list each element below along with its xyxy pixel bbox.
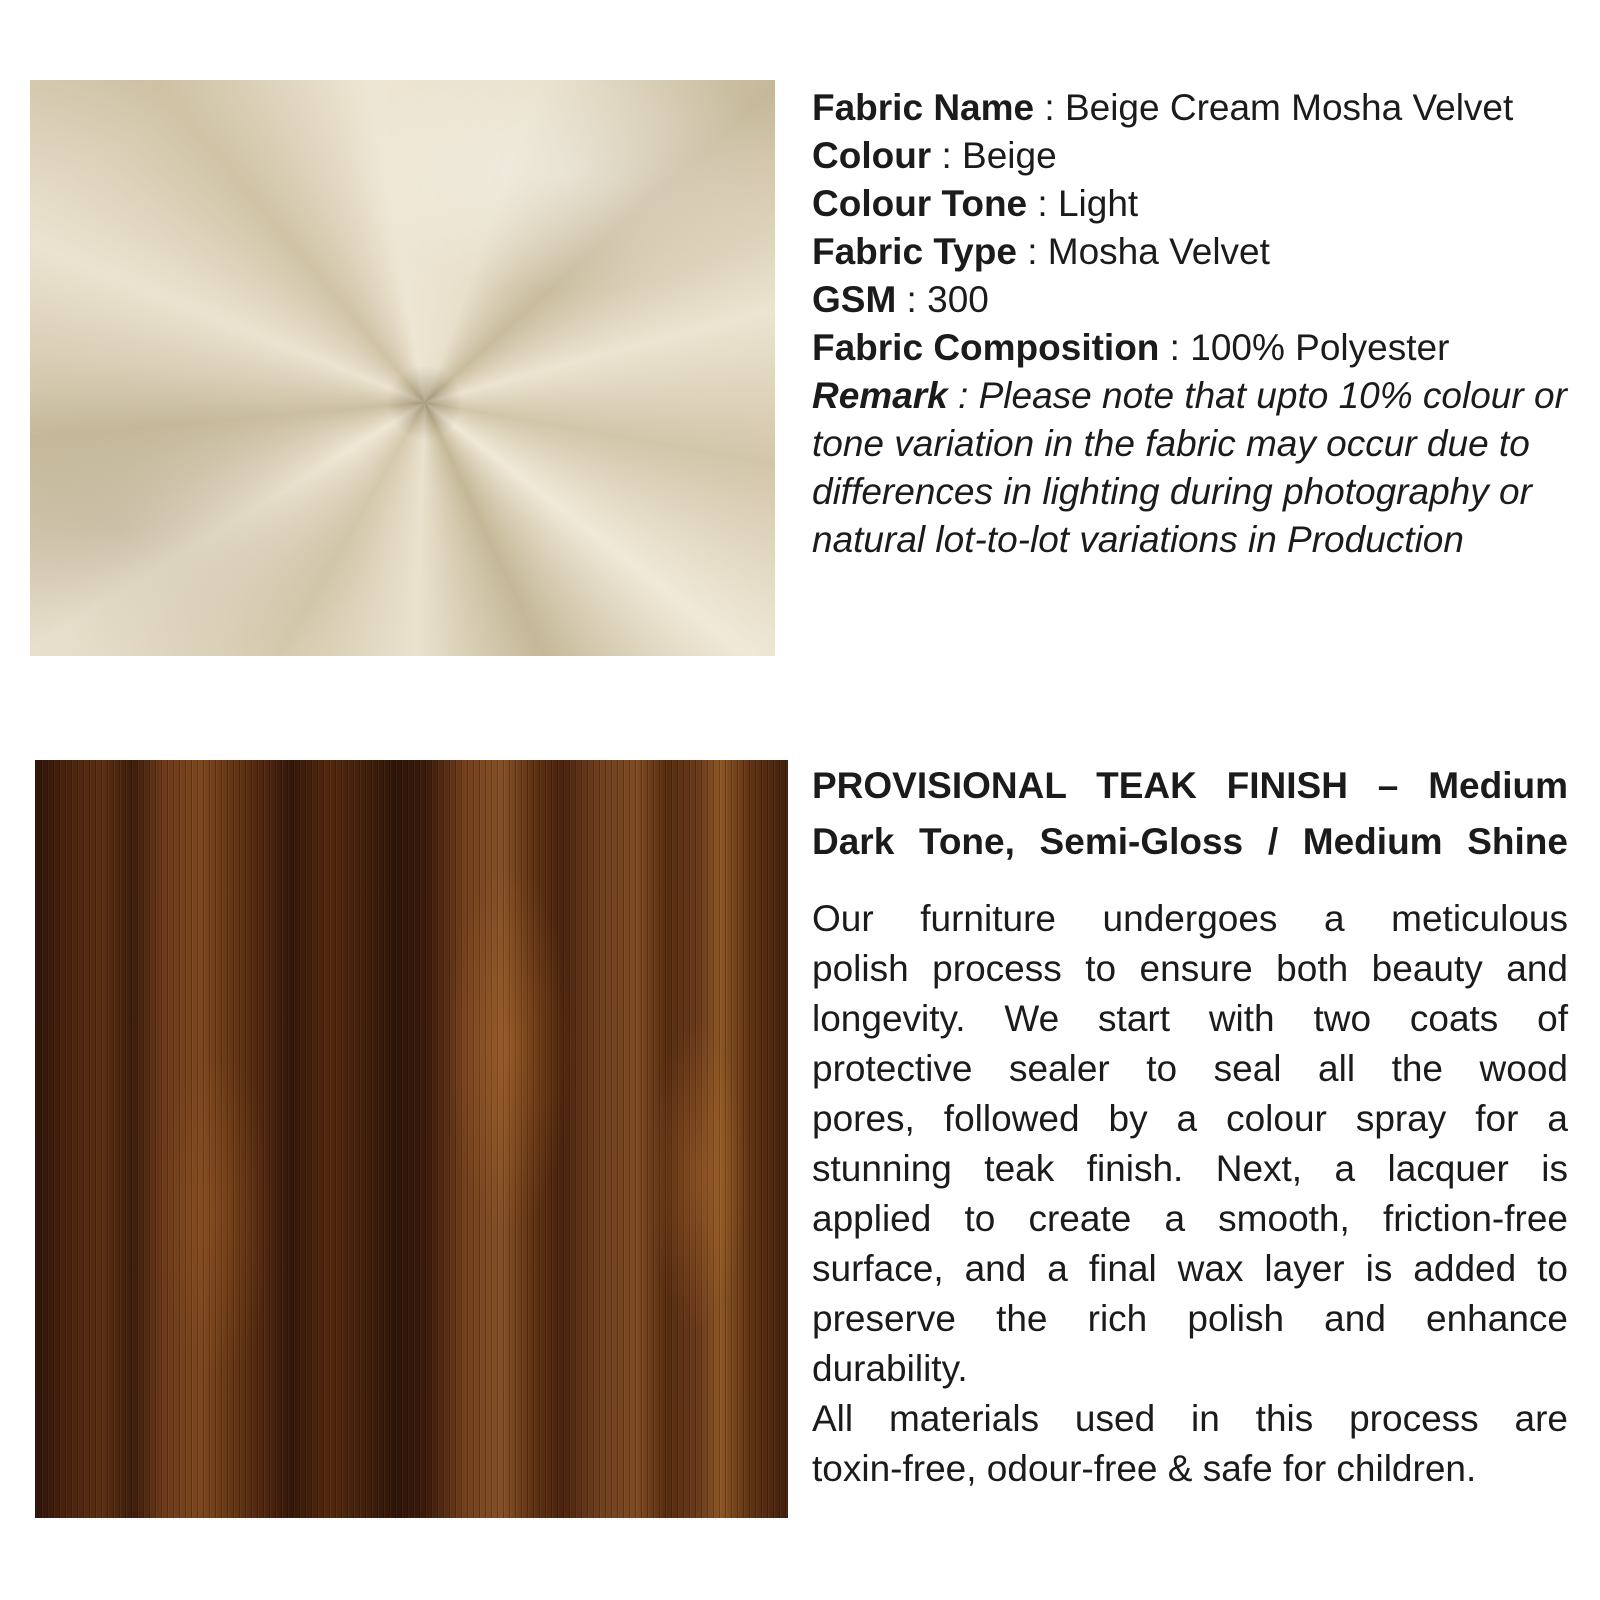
spec-field [812, 180, 1568, 228]
spec-field-separator: : [931, 135, 963, 176]
finish-body-line: applied to create a smooth, friction-free [812, 1198, 1568, 1239]
spec-field-value: 300 [927, 279, 989, 320]
spec-field-separator: : [947, 375, 979, 416]
spec-field-label: Fabric Name [812, 87, 1035, 128]
finish-body-line: longevity. We start with two coats of [812, 998, 1568, 1039]
beige-velvet-fabric-photo [30, 80, 775, 656]
spec-field [812, 324, 1568, 372]
finish-body-line: stunning teak finish. Next, a lacquer is [812, 1148, 1568, 1189]
finish-paragraphs [812, 894, 1568, 1494]
spec-field-value: Beige Cream Mosha Velvet [1064, 87, 1514, 128]
finish-description [812, 758, 1568, 1494]
finish-body-line: protective sealer to seal all the wood [812, 1048, 1568, 1089]
fabric-spec-list [812, 84, 1568, 564]
finish-body-line: polish process to ensure both beauty and [812, 948, 1568, 989]
spec-field-separator: : [1016, 231, 1048, 272]
finish-body-line: Our furniture undergoes a meticulous [812, 898, 1568, 939]
spec-field [812, 372, 1568, 564]
spec-field [812, 132, 1568, 180]
finish-heading-line: PROVISIONAL TEAK FINISH – Medium [812, 765, 1568, 806]
spec-field-separator: : [1027, 183, 1058, 224]
spec-field [812, 84, 1568, 132]
spec-field-label: Fabric Composition [812, 327, 1160, 368]
finish-body-line: surface, and a final wax layer is added to [812, 1248, 1568, 1289]
finish-body-line: All materials used in this process are [812, 1398, 1568, 1439]
teak-wood-finish-photo [35, 760, 788, 1518]
spec-field [812, 228, 1568, 276]
spec-field-separator: : [896, 279, 928, 320]
finish-body-line: toxin-free, odour-free & safe for children. [812, 1448, 1477, 1489]
spec-field-value: Please note that upto 10% colour or tone variation in the fabric may occur due to differences in lighting during photography or natural lot-to-lot variations in Production [812, 375, 1567, 560]
spec-field-label: Fabric Type [812, 231, 1017, 272]
spec-field-value: 100% Polyester [1190, 327, 1450, 368]
finish-heading [812, 758, 1568, 870]
spec-field-separator: : [1034, 87, 1065, 128]
spec-field-label: Remark [812, 375, 948, 416]
spec-field-value: Light [1057, 183, 1139, 224]
spec-field [812, 276, 1568, 324]
spec-field-value: Mosha Velvet [1047, 231, 1270, 272]
spec-field-separator: : [1159, 327, 1191, 368]
finish-body-line: durability. [812, 1348, 968, 1389]
spec-field-label: GSM [812, 279, 897, 320]
finish-heading-line: Dark Tone, Semi-Gloss / Medium Shine [812, 821, 1568, 862]
spec-field-label: Colour [812, 135, 932, 176]
finish-body-line: preserve the rich polish and enhance [812, 1298, 1568, 1339]
spec-field-value: Beige [962, 135, 1057, 176]
finish-body-line: pores, followed by a colour spray for a [812, 1098, 1568, 1139]
spec-field-label: Colour Tone [812, 183, 1028, 224]
